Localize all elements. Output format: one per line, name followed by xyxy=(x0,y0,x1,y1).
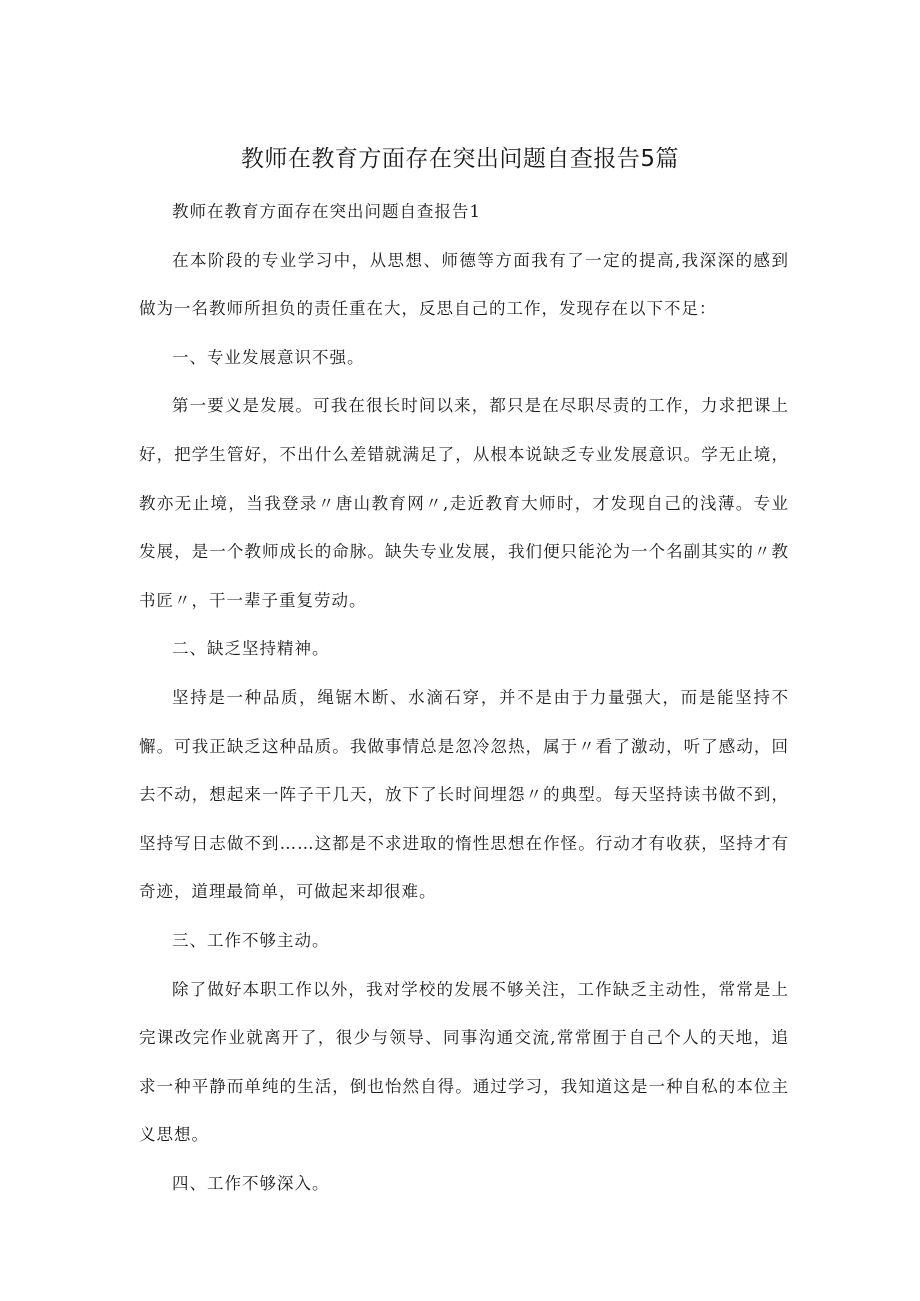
section-paragraph-3: 除了做好本职工作以外，我对学校的发展不够关注，工作缺乏主动性，常常是上完课改完作业就离开了，很少与领导、同事沟通交流,常常囿于自己个人的天地，追求一种平静而单纯的生活，倒也怡然自得。通过学习，我知道这是一种自私的本位主义思想。 xyxy=(139,979,789,1145)
section-paragraph-2: 坚持是一种品质，绳锯木断、水滴石穿，并不是由于力量强大，而是能坚持不懈。可我正缺乏这种品质。我做事情总是忽冷忽热，属于〃看了激动，听了感动，回去不动，想起来一阵子干几天，放下了长时间埋怨〃的典型。每天坚持读书做不到，坚持写日志做不到……这都是不求进取的惰性思想在作怪。行动才有收获，坚持才有奇迹，道理最简单，可做起来却很难。 xyxy=(139,687,789,902)
section-paragraph-1: 第一要义是发展。可我在很长时间以来，都只是在尽职尽责的工作，力求把课上好，把学生管好，不出什么差错就满足了，从根本说缺乏专业发展意识。学无止境，教亦无止境，当我登录〃唐山教育网〃,走近教育大师时，才发现自己的浅薄。专业发展，是一个教师成长的命脉。缺失专业发展，我们便只能沦为一个名副其实的〃教书匠〃，干一辈子重复劳动。 xyxy=(139,396,789,610)
section-heading-1: 一、专业发展意识不强。 xyxy=(172,347,365,367)
intro-paragraph: 在本阶段的专业学习中，从思想、师德等方面我有了一定的提高,我深深的感到做为一名教师所担负的责任重在大，反思自己的工作，发现存在以下不足： xyxy=(139,250,789,319)
section-heading-3: 三、工作不够主动。 xyxy=(172,930,330,950)
section-heading-2: 二、缺乏坚持精神。 xyxy=(172,639,330,659)
report-subtitle: 教师在教育方面存在突出问题自查报告1 xyxy=(172,202,481,221)
document-body xyxy=(139,188,789,1208)
document-title: 教师在教育方面存在突出问题自查报告5篇 xyxy=(240,146,680,172)
section-heading-4: 四、工作不够深入。 xyxy=(172,1173,330,1193)
